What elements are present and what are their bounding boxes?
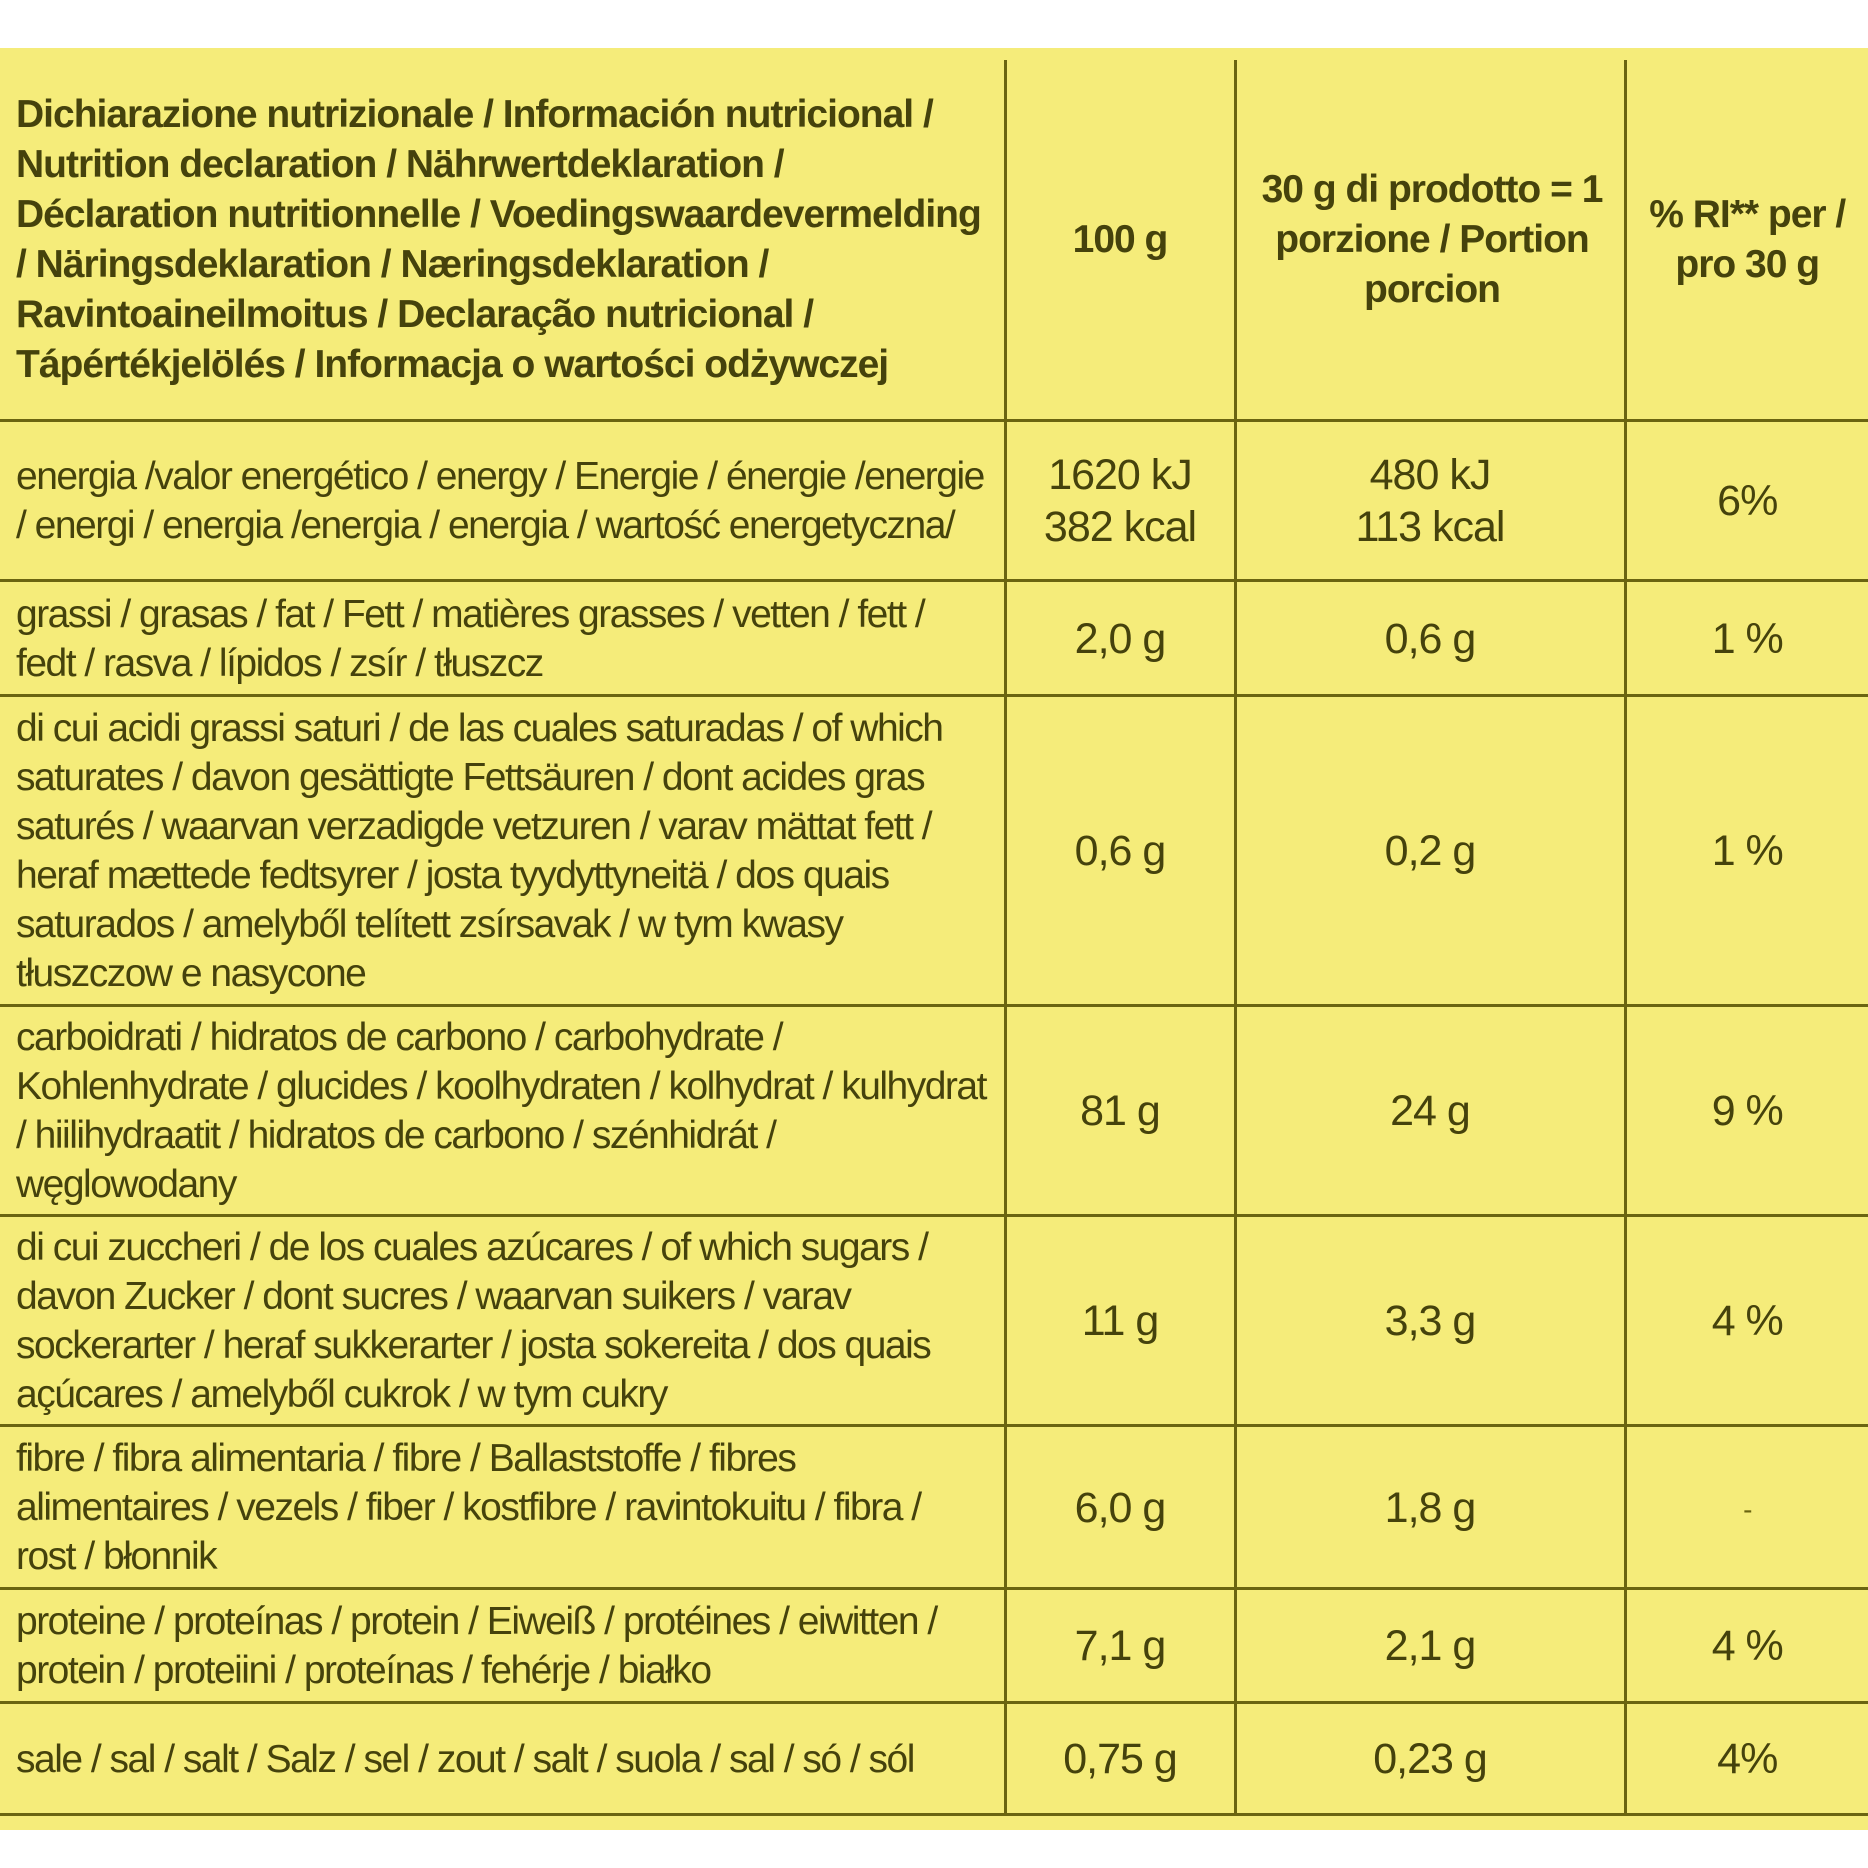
row-label — [0, 1005, 1005, 1215]
row-per-100g: 2,0 g — [1005, 580, 1235, 695]
row-label — [0, 420, 1005, 580]
table-row-protein — [0, 1588, 1868, 1702]
row-per-portion: 3,3 g — [1235, 1215, 1625, 1425]
row-per-portion: 1,8 g — [1235, 1425, 1625, 1588]
table-row-fat — [0, 580, 1868, 695]
table-row-saturates — [0, 695, 1868, 1005]
row-per-100g: 7,1 g — [1005, 1588, 1235, 1702]
table-row-sugars — [0, 1215, 1868, 1425]
row-per-portion: 2,1 g — [1235, 1588, 1625, 1702]
row-label-text: carboidrati / hidratos de carbono / carbohydrate / Kohlenhydrate / glucides / koolhydraten / kolhydrat / kulhydrat / hiilihydraatit / hidratos de carbono / szénhidrát / węglowodany — [16, 1016, 986, 1206]
row-label-text: di cui acidi grassi saturi / de las cuales saturadas / of which saturates / davon gesättigte Fettsäuren / dont acides gras saturés / waarvan verzadigde vetzuren / varav mättat fett / heraf mættede fedtsyrer / josta tyydyttyneitä / dos quais saturados / amelyből telített zsírsavak / w tym kwasy tłuszczow e nasycone — [16, 707, 943, 995]
header-per-portion-text: 30 g di prodotto = 1 porzione / Portion porcion — [1261, 168, 1603, 312]
row-per-portion: 24 g — [1235, 1005, 1625, 1215]
row-per-portion — [1235, 420, 1625, 580]
row-label-text: proteine / proteínas / protein / Eiweiß / protéines / eiwitten / protein / proteiini / proteínas / fehérje / białko — [16, 1600, 937, 1692]
row-ri: 4% — [1625, 1702, 1868, 1814]
row-per-portion: 0,23 g — [1235, 1702, 1625, 1814]
row-label — [0, 1425, 1005, 1588]
table-row-energy — [0, 420, 1868, 580]
row-per-100g: 11 g — [1005, 1215, 1235, 1425]
row-label — [0, 695, 1005, 1005]
table-row-fibre — [0, 1425, 1868, 1588]
row-label-text: fibre / fibra alimentaria / fibre / Ballaststoffe / fibres alimentaires / vezels / fiber / kostfibre / ravintokuitu / fibra / rost / błonnik — [16, 1437, 921, 1578]
header-ri — [1625, 60, 1868, 420]
row-ri: 6% — [1625, 420, 1868, 580]
header-per-100g — [1005, 60, 1235, 420]
row-label — [0, 1588, 1005, 1702]
ri-not-applicable-dash: - — [1743, 1494, 1752, 1525]
header-title-text: Dichiarazione nutrizionale / Información nutricional / Nutrition declaration / Nährwertdeklaration / Déclaration nutritionnelle / Voedingswaardevermelding / Näringsdeklaration / Næringsdeklaration / Ravintoaineilmoitus / Declaração nutricional / Tápértékjelölés / Informacja o wartości odżywczej — [16, 93, 981, 387]
header-title — [0, 60, 1005, 420]
row-label — [0, 1215, 1005, 1425]
row-per-100g — [1005, 420, 1235, 580]
row-label-text: energia /valor energético / energy / Energie / énergie /energie / energi / energia /energia / energia / wartość energetyczna/ — [16, 455, 984, 547]
row-per-portion: 0,2 g — [1235, 695, 1625, 1005]
row-label — [0, 580, 1005, 695]
row-label-text: grassi / grasas / fat / Fett / matières grasses / vetten / fett / fedt / rasva / lípidos / zsír / tłuszcz — [16, 592, 925, 685]
energy-kcal-100g: 382 kcal — [1043, 503, 1197, 551]
nutrition-table — [0, 60, 1868, 1816]
row-per-100g: 0,6 g — [1005, 695, 1235, 1005]
header-per-100g-text: 100 g — [1072, 218, 1168, 262]
row-per-100g: 81 g — [1005, 1005, 1235, 1215]
row-per-100g: 6,0 g — [1005, 1425, 1235, 1588]
header-row — [0, 60, 1868, 420]
row-ri — [1625, 1425, 1868, 1588]
header-per-portion — [1235, 60, 1625, 420]
row-label-text: di cui zuccheri / de los cuales azúcares / of which sugars / davon Zucker / dont sucres / waarvan suikers / varav sockerarter / heraf sukkerarter / josta sokereita / dos quais açúcares / amelyből cukrok / w tym cukry — [16, 1226, 931, 1416]
energy-kj-portion: 480 kJ — [1369, 451, 1491, 499]
row-ri: 4 % — [1625, 1588, 1868, 1702]
energy-kcal-portion: 113 kcal — [1355, 503, 1505, 551]
row-ri: 1 % — [1625, 695, 1868, 1005]
header-ri-text: % RI** per / pro 30 g — [1649, 193, 1846, 287]
table-row-carbohydrate — [0, 1005, 1868, 1215]
row-per-100g: 0,75 g — [1005, 1702, 1235, 1814]
row-ri: 4 % — [1625, 1215, 1868, 1425]
energy-kj-100g: 1620 kJ — [1048, 451, 1192, 499]
table-row-salt — [0, 1702, 1868, 1814]
row-label-text: sale / sal / salt / Salz / sel / zout / salt / suola / sal / só / sól — [16, 1737, 914, 1781]
row-label — [0, 1702, 1005, 1814]
row-ri: 1 % — [1625, 580, 1868, 695]
row-ri: 9 % — [1625, 1005, 1868, 1215]
row-per-portion: 0,6 g — [1235, 580, 1625, 695]
